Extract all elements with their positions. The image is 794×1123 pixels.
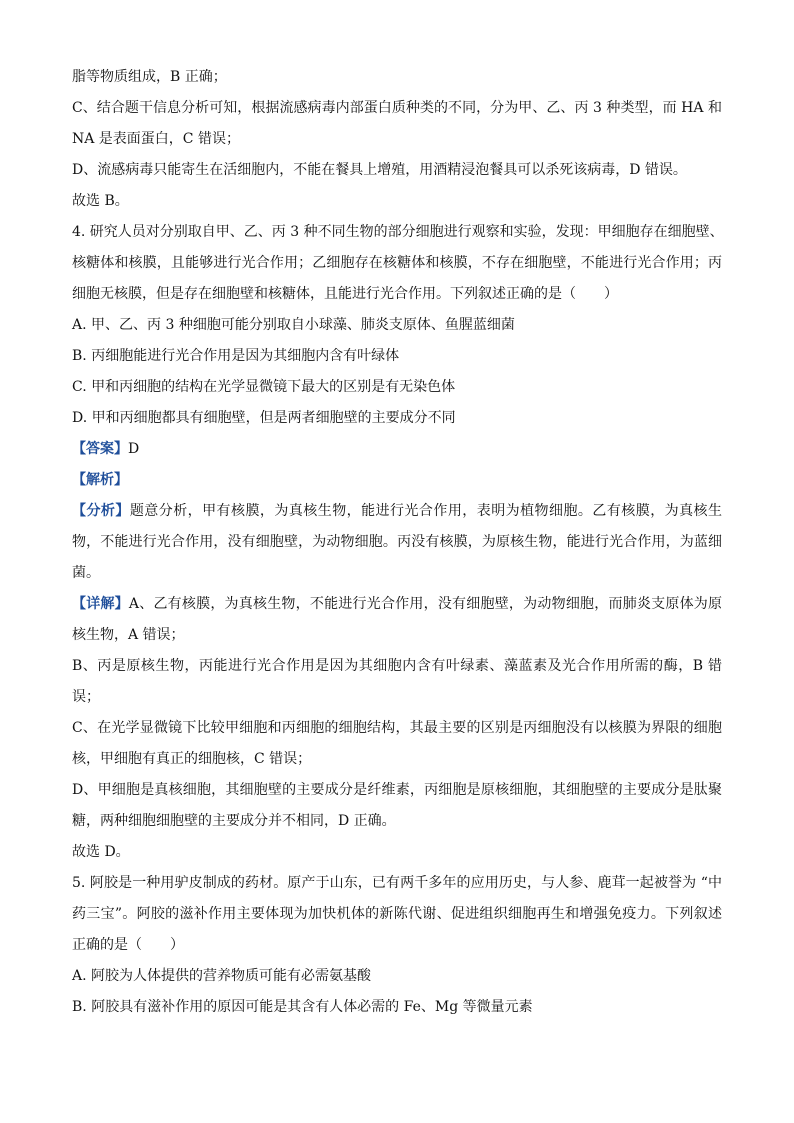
option-d: D. 甲和丙细胞都具有细胞壁，但是两者细胞壁的主要成分不同 <box>72 410 456 426</box>
text-line: 糖，两种细胞细胞壁的主要成分并不相同，D 正确。 <box>72 813 396 829</box>
text-line: D、甲细胞是真核细胞，其细胞壁的主要成分是纤维素，丙细胞是原核细胞，其细胞壁的主要成分是肽聚 <box>72 782 722 798</box>
text-line: 药三宝”。阿胶的滋补作用主要体现为加快机体的新陈代谢、促进组织细胞再生和增强免疫力。下列叙述 <box>72 906 722 922</box>
option-a: A. 甲、乙、丙 3 种细胞可能分别取自小球藻、肺炎支原体、鱼腥蓝细菌 <box>72 317 515 333</box>
text-line: 故选 D。 <box>72 844 130 860</box>
text-line: B、丙是原核生物，丙能进行光合作用是因为其细胞内含有叶绿素、藻蓝素及光合作用所需的酶，B 错 <box>72 658 722 674</box>
analysis-tag: 【解析】 <box>72 472 128 488</box>
option-a: A. 阿胶为人体提供的营养物质可能有必需氨基酸 <box>72 968 372 984</box>
answer-line <box>72 434 722 465</box>
text-line: C、在光学显微镜下比较甲细胞和丙细胞的细胞结构，其最主要的区别是丙细胞没有以核膜为界限的细胞 <box>72 720 722 736</box>
xiangjie-text: A、乙有核膜，为真核生物，不能进行光合作用，没有细胞壁，为动物细胞，而肺炎支原体为原 <box>128 596 723 612</box>
fenxi-text: 题意分析，甲有核膜，为真核生物，能进行光合作用，表明为植物细胞。乙有核膜，为真核生 <box>129 503 723 519</box>
text-line: 误； <box>72 689 100 705</box>
option-b: B. 阿胶具有滋补作用的原因可能是其含有人体必需的 Fe、Mg 等微量元素 <box>72 999 533 1015</box>
text-line: C、结合题干信息分析可知，根据流感病毒内部蛋白质种类的不同，分为甲、乙、丙 3 种类型，而 HA 和 <box>72 100 722 116</box>
answer-value: D <box>128 441 140 457</box>
question-4-stem: 4. 研究人员对分别取自甲、乙、丙 3 种不同生物的部分细胞进行观察和实验，发现：甲细胞存在细胞壁、 <box>72 224 724 240</box>
text-line: 物，不能进行光合作用，没有细胞壁，为动物细胞。丙没有核膜，为原核生物，能进行光合作用，为蓝细 <box>72 534 722 550</box>
text-line: 核，甲细胞有真正的细胞核，C 错误； <box>72 751 312 767</box>
fenxi-line <box>72 496 722 527</box>
text-line: 菌。 <box>72 565 100 581</box>
fenxi-tag: 【分析】 <box>72 503 130 519</box>
option-c: C. 甲和丙细胞的结构在光学显微镜下最大的区别是有无染色体 <box>72 379 456 395</box>
question-5-stem: 5. 阿胶是一种用驴皮制成的药材。原产于山东，已有两千多年的应用历史，与人参、鹿茸一起被誉为 “中 <box>72 875 722 891</box>
text-line: 正确的是（ ） <box>72 937 184 953</box>
text-line: 核糖体和核膜，且能够进行光合作用；乙细胞存在核糖体和核膜，不存在细胞壁，不能进行光合作用；丙 <box>72 255 722 271</box>
analysis-line <box>72 465 722 496</box>
option-b: B. 丙细胞能进行光合作用是因为其细胞内含有叶绿体 <box>72 348 400 364</box>
text-line: D、流感病毒只能寄生在活细胞内，不能在餐具上增殖，用酒精浸泡餐具可以杀死该病毒，D 错误。 <box>72 162 687 178</box>
document-page <box>72 62 722 1023</box>
xiangjie-line <box>72 589 722 620</box>
answer-tag: 【答案】 <box>72 441 128 457</box>
xiangjie-tag: 【详解】 <box>72 596 129 612</box>
text-line: 核生物，A 错误； <box>72 627 185 643</box>
text-line: 脂等物质组成，B 正确； <box>72 69 227 85</box>
text-line: 细胞无核膜，但是存在细胞壁和核糖体，且能进行光合作用。下列叙述正确的是（ ） <box>72 286 618 302</box>
text-line: NA 是表面蛋白，C 错误； <box>72 131 240 147</box>
text-line: 故选 B。 <box>72 193 129 209</box>
